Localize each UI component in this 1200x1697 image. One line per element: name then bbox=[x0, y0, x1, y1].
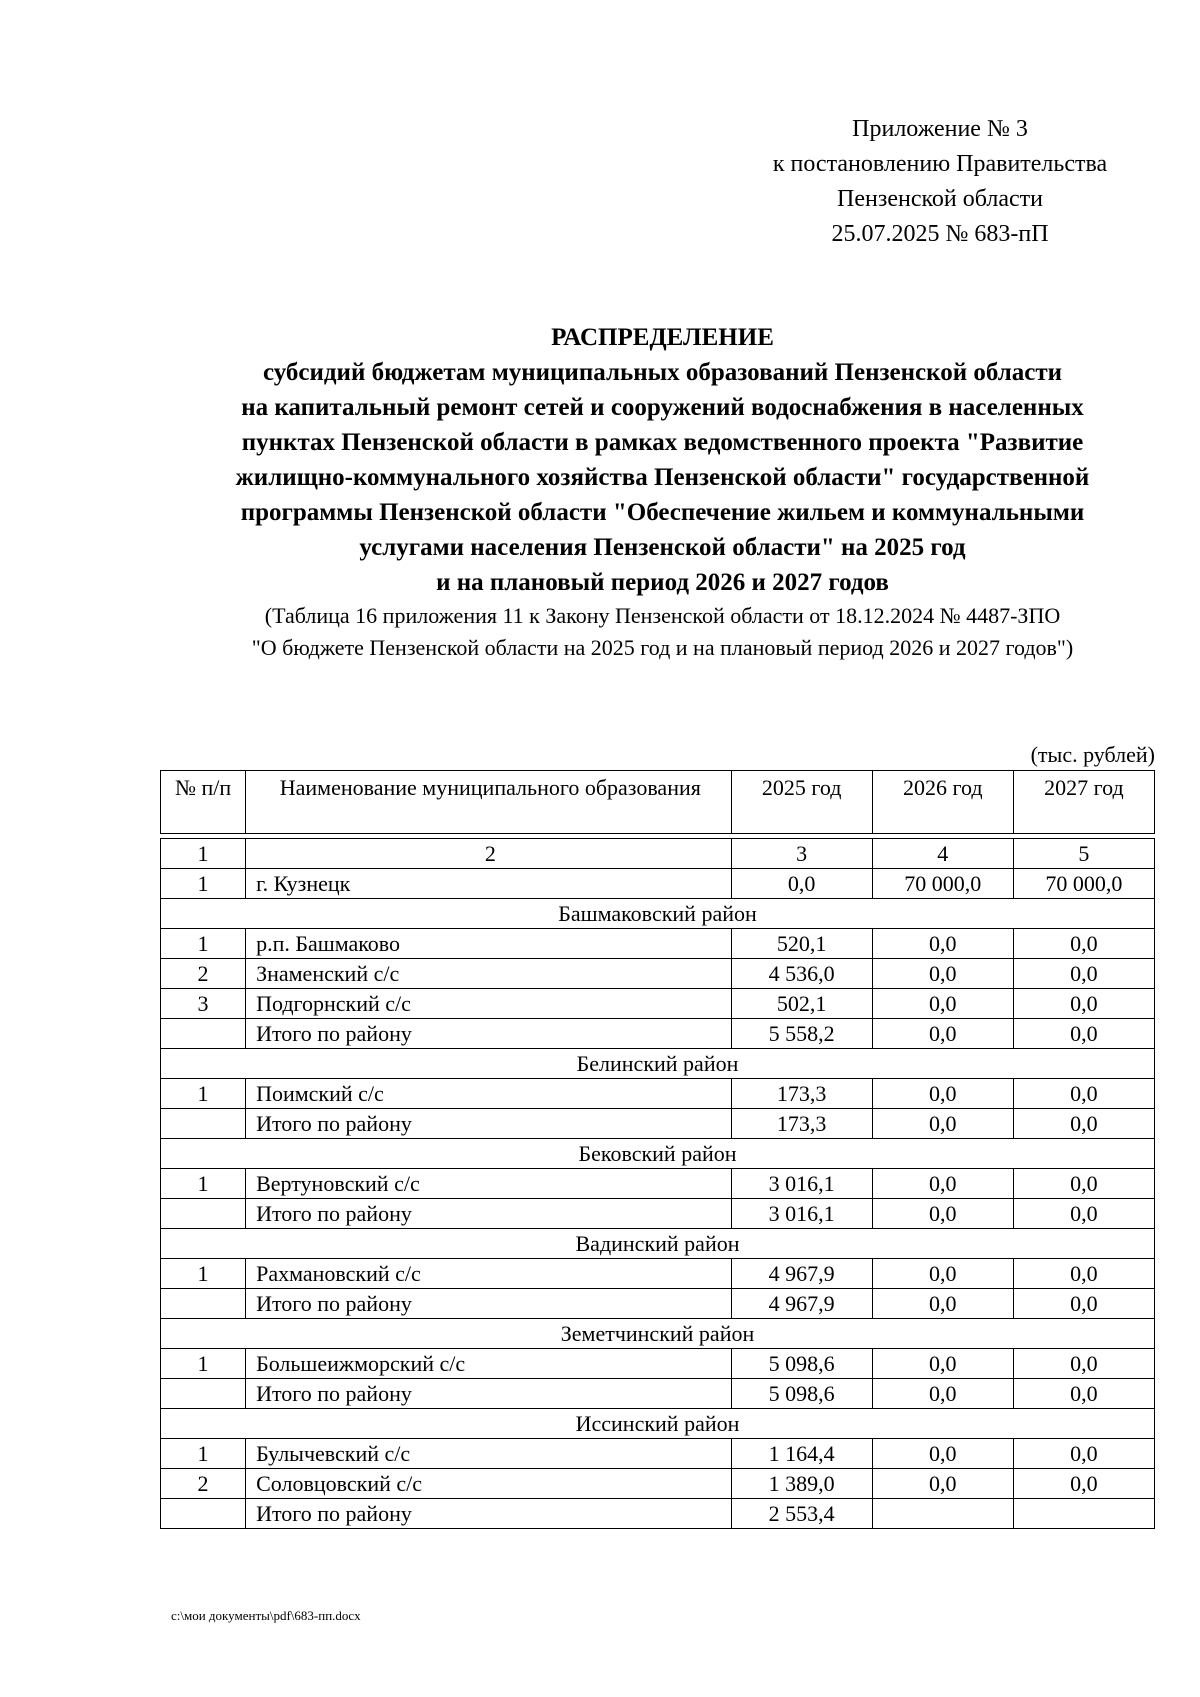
cell-num: 1 bbox=[161, 1439, 246, 1469]
cell-num bbox=[161, 1289, 246, 1319]
table-row bbox=[161, 869, 1155, 899]
title-body bbox=[150, 355, 1175, 600]
cell-name: Итого по району bbox=[246, 1019, 731, 1049]
table-row bbox=[161, 1469, 1155, 1499]
cell-num: 2 bbox=[161, 1469, 246, 1499]
title-line: и на плановый период 2026 и 2027 годов bbox=[436, 569, 889, 596]
cell-2027: 0,0 bbox=[1013, 1199, 1154, 1229]
cell-2027: 0,0 bbox=[1013, 929, 1154, 959]
district-name: Башмаковский район bbox=[161, 899, 1155, 929]
units-label: (тыс. рублей) bbox=[1030, 742, 1155, 767]
district-name: Иссинский район bbox=[161, 1409, 1155, 1439]
colnum-3: 3 bbox=[731, 839, 872, 869]
cell-2027: 0,0 bbox=[1013, 1289, 1154, 1319]
title-reference bbox=[150, 600, 1175, 664]
cell-2026: 0,0 bbox=[872, 1169, 1013, 1199]
cell-num bbox=[161, 1379, 246, 1409]
cell-2025: 5 558,2 bbox=[731, 1019, 872, 1049]
title-line: программы Пензенской области "Обеспечение жильем и коммунальными bbox=[240, 499, 1085, 526]
title-line: субсидий бюджетам муниципальных образований Пензенской области bbox=[262, 359, 1063, 386]
colnum-5: 5 bbox=[1013, 839, 1154, 869]
cell-2025: 4 967,9 bbox=[731, 1289, 872, 1319]
cell-2026: 0,0 bbox=[872, 1199, 1013, 1229]
appendix-date-number: 25.07.2025 № 683-пП bbox=[831, 221, 1049, 247]
title-line: услугами населения Пензенской области" на 2025 год bbox=[359, 534, 966, 561]
cell-num: 1 bbox=[161, 1169, 246, 1199]
table-row bbox=[161, 959, 1155, 989]
header-2026: 2026 год bbox=[872, 771, 1013, 834]
cell-2025: 1 389,0 bbox=[731, 1469, 872, 1499]
cell-2027: 0,0 bbox=[1013, 1439, 1154, 1469]
table-header-row bbox=[161, 771, 1155, 834]
cell-name: Итого по району bbox=[246, 1199, 731, 1229]
table-row bbox=[161, 1169, 1155, 1199]
title-heading: РАСПРЕДЕЛЕНИЕ bbox=[551, 324, 774, 351]
cell-name: Итого по району bbox=[246, 1499, 731, 1529]
header-2025: 2025 год bbox=[731, 771, 872, 834]
cell-num: 3 bbox=[161, 989, 246, 1019]
column-numbers-row bbox=[161, 839, 1155, 869]
cell-name: Итого по району bbox=[246, 1379, 731, 1409]
cell-2026: 0,0 bbox=[872, 1469, 1013, 1499]
cell-2027: 0,0 bbox=[1013, 989, 1154, 1019]
title-line: на капитальный ремонт сетей и сооружений водоснабжения в населенных bbox=[241, 394, 1084, 421]
table-row bbox=[161, 989, 1155, 1019]
cell-2026: 0,0 bbox=[872, 1289, 1013, 1319]
cell-num: 1 bbox=[161, 869, 246, 899]
cell-2027: 0,0 bbox=[1013, 959, 1154, 989]
table-row bbox=[161, 1079, 1155, 1109]
district-name: Бековский район bbox=[161, 1139, 1155, 1169]
cell-2027: 0,0 bbox=[1013, 1169, 1154, 1199]
cell-name: Рахмановский с/с bbox=[246, 1259, 731, 1289]
cell-2026 bbox=[872, 1499, 1013, 1529]
header-2027: 2027 год bbox=[1013, 771, 1154, 834]
district-row bbox=[161, 899, 1155, 929]
cell-name: Вертуновский с/с bbox=[246, 1169, 731, 1199]
cell-2026: 0,0 bbox=[872, 959, 1013, 989]
appendix-region: Пензенской области bbox=[837, 186, 1043, 212]
table-row bbox=[161, 1259, 1155, 1289]
cell-name: Итого по району bbox=[246, 1289, 731, 1319]
appendix-resolution: к постановлению Правительства bbox=[772, 151, 1108, 177]
district-name: Белинский район bbox=[161, 1049, 1155, 1079]
cell-2025: 520,1 bbox=[731, 929, 872, 959]
cell-num bbox=[161, 1109, 246, 1139]
cell-num: 1 bbox=[161, 1349, 246, 1379]
cell-2025: 4 536,0 bbox=[731, 959, 872, 989]
cell-2027: 0,0 bbox=[1013, 1469, 1154, 1499]
cell-2026: 0,0 bbox=[872, 1079, 1013, 1109]
colnum-2: 2 bbox=[246, 839, 731, 869]
district-row bbox=[161, 1049, 1155, 1079]
distribution-table bbox=[160, 770, 1155, 1529]
table-row bbox=[161, 1289, 1155, 1319]
cell-2025: 3 016,1 bbox=[731, 1199, 872, 1229]
cell-2027: 0,0 bbox=[1013, 1349, 1154, 1379]
cell-2027: 0,0 bbox=[1013, 1079, 1154, 1109]
cell-num: 1 bbox=[161, 929, 246, 959]
cell-2026: 0,0 bbox=[872, 1439, 1013, 1469]
table-row bbox=[161, 1109, 1155, 1139]
title-line: жилищно-коммунального хозяйства Пензенской области" государственной bbox=[235, 464, 1090, 491]
district-row bbox=[161, 1229, 1155, 1259]
district-row bbox=[161, 1319, 1155, 1349]
table-row bbox=[161, 1019, 1155, 1049]
table-row bbox=[161, 1379, 1155, 1409]
cell-2027: 0,0 bbox=[1013, 1109, 1154, 1139]
colnum-4: 4 bbox=[872, 839, 1013, 869]
title-line: пунктах Пензенской области в рамках ведомственного проекта "Развитие bbox=[241, 429, 1084, 456]
cell-2027: 70 000,0 bbox=[1013, 869, 1154, 899]
cell-2025: 502,1 bbox=[731, 989, 872, 1019]
table-row bbox=[161, 1439, 1155, 1469]
document-title bbox=[150, 320, 1175, 664]
cell-2025: 5 098,6 bbox=[731, 1379, 872, 1409]
cell-2027: 0,0 bbox=[1013, 1259, 1154, 1289]
cell-num: 1 bbox=[161, 1079, 246, 1109]
cell-num bbox=[161, 1199, 246, 1229]
header-name: Наименование муниципального образования bbox=[246, 771, 731, 834]
cell-2026: 0,0 bbox=[872, 1019, 1013, 1049]
cell-2026: 0,0 bbox=[872, 1259, 1013, 1289]
cell-2025: 0,0 bbox=[731, 869, 872, 899]
cell-2025: 4 967,9 bbox=[731, 1259, 872, 1289]
table-row bbox=[161, 1349, 1155, 1379]
footer-file-path: c:\мои документы\pdf\683-пп.docx bbox=[171, 1608, 361, 1623]
appendix-number: Приложение № 3 bbox=[852, 116, 1028, 142]
title-reference-line: (Таблица 16 приложения 11 к Закону Пензенской области от 18.12.2024 № 4487-ЗПО bbox=[264, 603, 1061, 628]
cell-2025: 5 098,6 bbox=[731, 1349, 872, 1379]
table-row bbox=[161, 1199, 1155, 1229]
cell-2025: 3 016,1 bbox=[731, 1169, 872, 1199]
header-num: № п/п bbox=[161, 771, 246, 834]
table-body bbox=[161, 869, 1155, 1529]
cell-2026: 0,0 bbox=[872, 929, 1013, 959]
cell-2026: 70 000,0 bbox=[872, 869, 1013, 899]
cell-name: Соловцовский с/с bbox=[246, 1469, 731, 1499]
cell-2026: 0,0 bbox=[872, 1379, 1013, 1409]
cell-num: 2 bbox=[161, 959, 246, 989]
cell-name: г. Кузнецк bbox=[246, 869, 731, 899]
district-row bbox=[161, 1409, 1155, 1439]
cell-2026: 0,0 bbox=[872, 989, 1013, 1019]
cell-num bbox=[161, 1019, 246, 1049]
cell-2025: 1 164,4 bbox=[731, 1439, 872, 1469]
cell-name: Поимский с/с bbox=[246, 1079, 731, 1109]
cell-name: Подгорнский с/с bbox=[246, 989, 731, 1019]
cell-2026: 0,0 bbox=[872, 1349, 1013, 1379]
colnum-1: 1 bbox=[161, 839, 246, 869]
district-name: Вадинский район bbox=[161, 1229, 1155, 1259]
cell-2027: 0,0 bbox=[1013, 1019, 1154, 1049]
district-row bbox=[161, 1139, 1155, 1169]
district-name: Земетчинский район bbox=[161, 1319, 1155, 1349]
table-row bbox=[161, 1499, 1155, 1529]
cell-2025: 173,3 bbox=[731, 1109, 872, 1139]
cell-2026: 0,0 bbox=[872, 1109, 1013, 1139]
cell-name: р.п. Башмаково bbox=[246, 929, 731, 959]
cell-num bbox=[161, 1499, 246, 1529]
cell-2027 bbox=[1013, 1499, 1154, 1529]
cell-name: Булычевский с/с bbox=[246, 1439, 731, 1469]
cell-name: Итого по району bbox=[246, 1109, 731, 1139]
cell-name: Большеижморский с/с bbox=[246, 1349, 731, 1379]
title-reference-line: "О бюджете Пензенской области на 2025 год и на плановый период 2026 и 2027 годов") bbox=[251, 635, 1074, 660]
cell-num: 1 bbox=[161, 1259, 246, 1289]
table-row bbox=[161, 929, 1155, 959]
cell-2025: 2 553,4 bbox=[731, 1499, 872, 1529]
appendix-block bbox=[700, 112, 1180, 252]
cell-2027: 0,0 bbox=[1013, 1379, 1154, 1409]
cell-2025: 173,3 bbox=[731, 1079, 872, 1109]
cell-name: Знаменский с/с bbox=[246, 959, 731, 989]
